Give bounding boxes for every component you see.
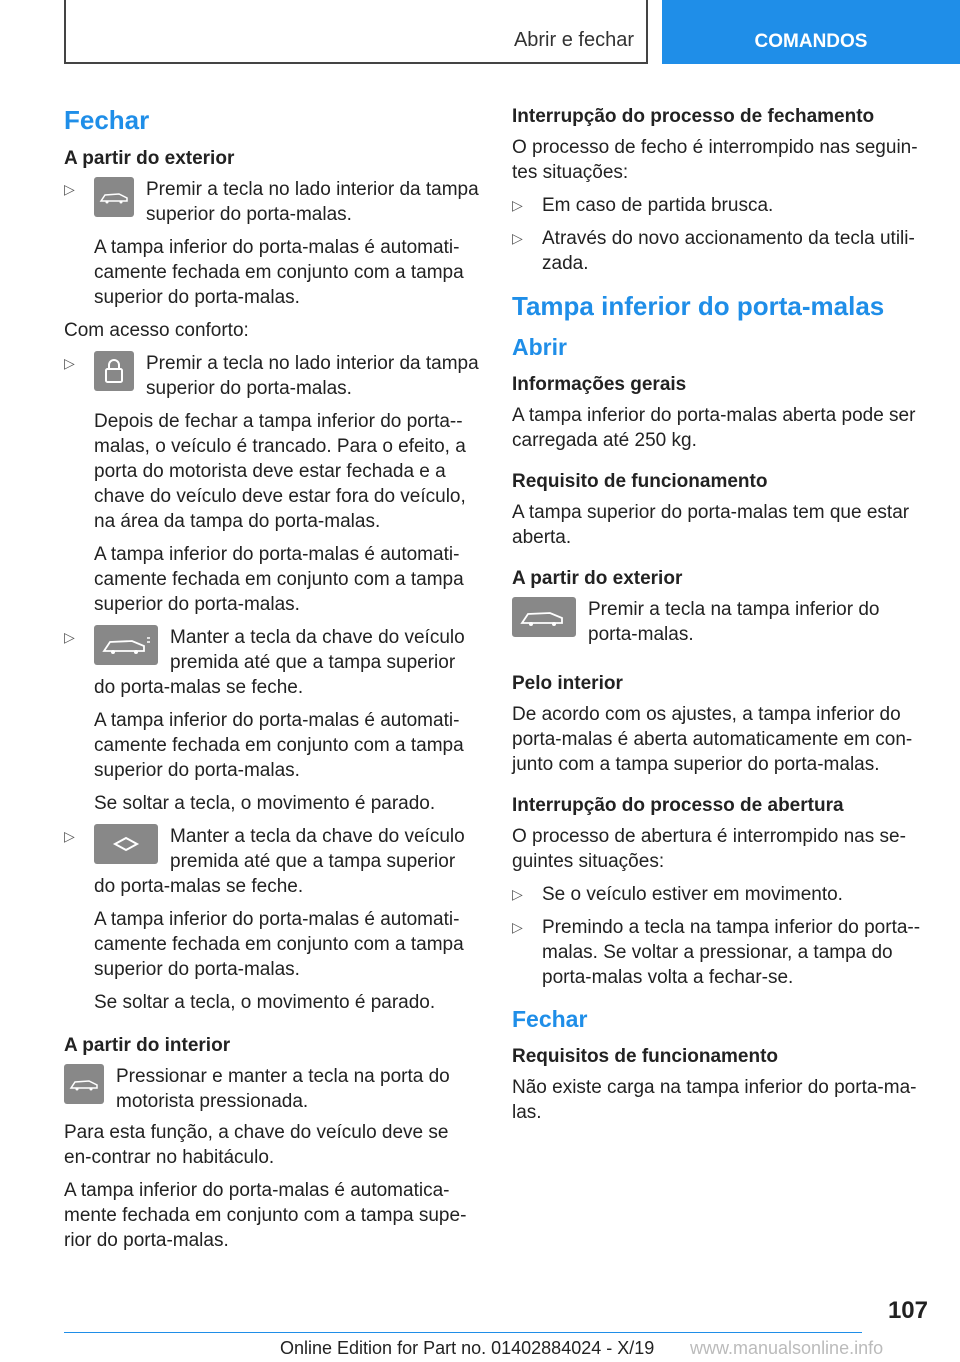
heading-open-interrupt: Interrupção do processo de abertura: [512, 795, 844, 816]
paragraph: Depois de fechar a tampa inferior do porta--malas, o veículo é trancado. Para o efeito, a porta do motorista deve estar fechada e a chave do veículo deve estar fora do veículo, na área da tampa do porta-malas.: [94, 411, 466, 532]
paragraph: O processo de abertura é interrompido nas se-guintes situações:: [512, 826, 906, 872]
header-tab-comandos[interactable]: COMANDOS: [662, 0, 960, 64]
heading-from-outside: A partir do exterior: [64, 148, 235, 169]
bullet-text: Manter a tecla da chave do veículo premida até que a tampa superior do porta-malas se feche.: [94, 826, 465, 897]
bullet-triangle-icon: ▷: [512, 197, 523, 213]
bullet-triangle-icon: ▷: [512, 886, 523, 902]
heading-from-outside: A partir do exterior: [512, 568, 683, 589]
door-tailgate-button-icon: [64, 1064, 104, 1104]
bullet-triangle-icon: ▷: [512, 230, 523, 246]
paragraph: De acordo com os ajustes, a tampa inferior do porta-malas é aberta automaticamente em con-junto com a tampa superior do porta-malas.: [512, 704, 913, 775]
page-number: 107: [887, 1297, 928, 1324]
paragraph: A tampa superior do porta-malas tem que estar aberta.: [512, 502, 910, 548]
bullet-text: Premir a tecla no lado interior da tampa superior do porta-malas.: [146, 179, 479, 225]
bullet-text: Premindo a tecla na tampa inferior do porta--malas. Se voltar a pressionar, a tampa do porta-malas volta a fechar-se.: [542, 917, 921, 988]
bullet-text: Em caso de partida brusca.: [542, 195, 774, 216]
key-tailgate-button-icon: [94, 625, 158, 665]
bullet-text: Se o veículo estiver em movimento.: [542, 884, 843, 905]
heading-from-inside: A partir do interior: [64, 1035, 231, 1056]
key-diamond-button-icon: [94, 824, 158, 864]
instruction-text: Pressionar e manter a tecla na porta do motorista pressionada.: [116, 1066, 450, 1112]
paragraph: Se soltar a tecla, o movimento é parado.: [94, 793, 436, 814]
paragraph: A tampa inferior do porta-malas é automati-camente fechada em conjunto com a tampa superior do porta-malas.: [94, 544, 464, 615]
tailgate-button-icon: [94, 177, 134, 217]
heading-close-interrupt: Interrupção do processo de fechamento: [512, 106, 875, 127]
heading-from-inside: Pelo interior: [512, 673, 623, 694]
section-title-lower-tailgate: Tampa inferior do porta-malas: [512, 291, 885, 321]
heading-requirement: Requisito de funcionamento: [512, 471, 768, 492]
bullet-triangle-icon: ▷: [512, 919, 523, 935]
bullet-triangle-icon: ▷: [64, 355, 75, 371]
section-title-fechar: Fechar: [512, 1006, 588, 1032]
bullet-triangle-icon: ▷: [64, 629, 75, 645]
bullet-item: [64, 351, 480, 401]
icon-instruction: [64, 1064, 480, 1114]
bullet-item: [512, 193, 924, 218]
bullet-item: [64, 824, 480, 899]
paragraph: A tampa inferior do porta-malas é automati-camente fechada em conjunto com a tampa superior do porta-malas.: [94, 237, 464, 308]
bullet-text: Premir a tecla no lado interior da tampa superior do porta-malas.: [146, 353, 479, 399]
lock-button-icon: [94, 351, 134, 391]
left-column: [64, 104, 480, 1261]
heading-general-info: Informações gerais: [512, 374, 687, 395]
bullet-item: [512, 882, 924, 907]
paragraph: A tampa inferior do porta-malas é automati-camente fechada em conjunto com a tampa superior do porta-malas.: [94, 909, 464, 980]
paragraph: A tampa inferior do porta-malas aberta pode ser carregada até 250 kg.: [512, 405, 916, 451]
bullet-item: [512, 915, 924, 990]
paragraph: Se soltar a tecla, o movimento é parado.: [94, 992, 436, 1013]
heading-close-requirements: Requisitos de funcionamento: [512, 1046, 779, 1067]
bullet-item: [64, 177, 480, 227]
paragraph: O processo de fecho é interrompido nas seguin-tes situações:: [512, 137, 918, 183]
right-column: [512, 104, 924, 1133]
instruction-text: Premir a tecla na tampa inferior do porta-malas.: [588, 599, 880, 645]
paragraph: Não existe carga na tampa inferior do porta-ma-las.: [512, 1077, 917, 1123]
bullet-item: [512, 226, 924, 276]
bullet-item: [64, 625, 480, 700]
comfort-access-label: Com acesso conforto:: [64, 320, 249, 341]
lower-tailgate-button-icon: [512, 597, 576, 637]
footer-divider: [64, 1332, 862, 1333]
footer-edition: Online Edition for Part no. 01402884024 - X/19: [280, 1338, 655, 1358]
bullet-text: Através do novo accionamento da tecla utili-zada.: [542, 228, 915, 274]
section-title-fechar: Fechar: [64, 105, 150, 135]
paragraph: A tampa inferior do porta-malas é automatica-mente fechada em conjunto com a tampa supe-rior do porta-malas.: [64, 1180, 467, 1251]
icon-instruction: [512, 597, 924, 647]
bullet-triangle-icon: ▷: [64, 181, 75, 197]
section-title-abrir: Abrir: [512, 334, 567, 360]
paragraph: Para esta função, a chave do veículo deve se en-contrar no habitáculo.: [64, 1122, 449, 1168]
header-section-title: Abrir e fechar: [513, 29, 634, 51]
footer-watermark: www.manualsonline.info: [690, 1338, 884, 1358]
bullet-text: Manter a tecla da chave do veículo premida até que a tampa superior do porta-malas se feche.: [94, 627, 465, 698]
bullet-triangle-icon: ▷: [64, 828, 75, 844]
paragraph: A tampa inferior do porta-malas é automati-camente fechada em conjunto com a tampa superior do porta-malas.: [94, 710, 464, 781]
